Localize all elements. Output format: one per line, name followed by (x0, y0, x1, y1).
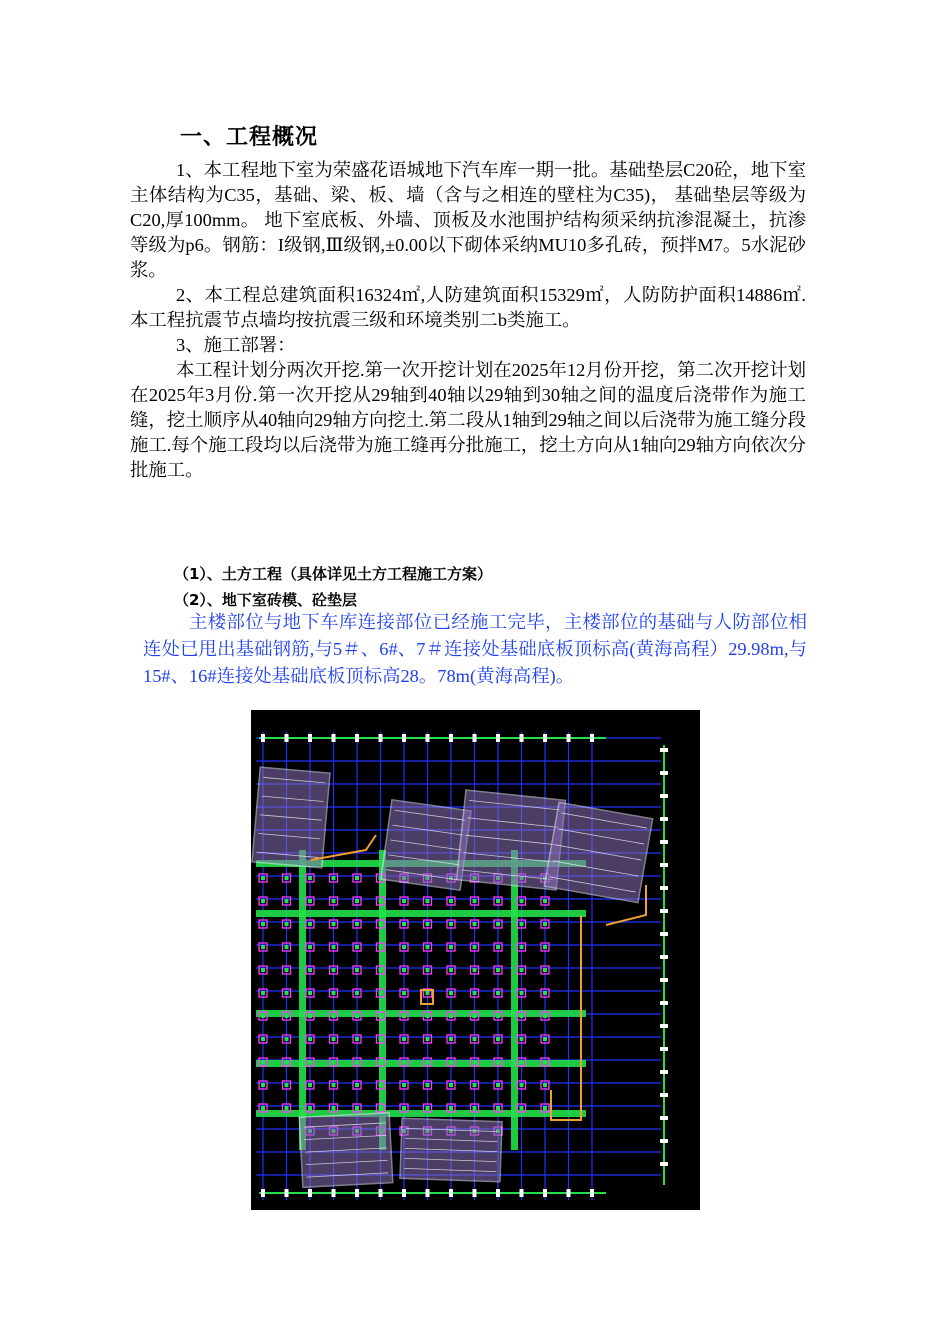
axis-tick (355, 1189, 359, 1197)
column-core (332, 1060, 336, 1064)
column-core (308, 945, 312, 949)
column-core (332, 1037, 336, 1041)
axis-tick (660, 1139, 668, 1143)
column-core (496, 1106, 500, 1110)
column-core (473, 1106, 477, 1110)
column-core (473, 899, 477, 903)
column-core (426, 1106, 430, 1110)
column-core (473, 945, 477, 949)
column-core (308, 1037, 312, 1041)
column-core (473, 922, 477, 926)
axis-tick (520, 1189, 524, 1197)
column-core (449, 922, 453, 926)
column-core (402, 1060, 406, 1064)
column-core (332, 899, 336, 903)
axis-tick (660, 794, 668, 798)
column-core (308, 899, 312, 903)
column-core (520, 1037, 524, 1041)
cad-drawing (251, 710, 700, 1210)
column-core (543, 991, 547, 995)
paragraph-2: 2、本工程总建筑面积16324㎡,人防建筑面积15329㎡，人防防护面积14886㎡.本工程抗震节点墙均按抗震三级和环境类别二b类施工。 (130, 285, 806, 330)
column-core (449, 1106, 453, 1110)
axis-tick (473, 1189, 477, 1197)
column-core (426, 1014, 430, 1018)
axis-tick (660, 909, 668, 913)
axis-tick (660, 1047, 668, 1051)
column-core (449, 1037, 453, 1041)
axis-tick (496, 734, 500, 742)
column-core (402, 1014, 406, 1018)
column-core (379, 1060, 383, 1064)
axis-tick (261, 1189, 265, 1197)
column-core (285, 899, 289, 903)
column-core (332, 991, 336, 995)
column-core (379, 1083, 383, 1087)
column-core (426, 1037, 430, 1041)
section-heading: 一、工程概况 (180, 125, 319, 150)
column-core (520, 945, 524, 949)
axis-tick (660, 886, 668, 890)
column-core (496, 1060, 500, 1064)
column-core (332, 1106, 336, 1110)
column-core (261, 945, 265, 949)
column-core (449, 945, 453, 949)
axis-tick (379, 734, 383, 742)
column-core (261, 1014, 265, 1018)
axis-tick (660, 771, 668, 775)
axis-tick (308, 734, 312, 742)
column-core (261, 876, 265, 880)
column-core (543, 1060, 547, 1064)
axis-tick (308, 1189, 312, 1197)
column-core (402, 968, 406, 972)
column-core (496, 1037, 500, 1041)
axis-tick (543, 1189, 547, 1197)
column-core (426, 945, 430, 949)
column-core (355, 876, 359, 880)
column-core (285, 1014, 289, 1018)
column-core (543, 1014, 547, 1018)
column-core (473, 991, 477, 995)
column-core (473, 1014, 477, 1018)
column-core (285, 1106, 289, 1110)
blue-paragraph-block (143, 609, 807, 690)
column-core (496, 899, 500, 903)
column-core (473, 968, 477, 972)
column-core (426, 922, 430, 926)
body-text (130, 158, 806, 483)
beam-v (299, 850, 306, 1150)
column-core (308, 991, 312, 995)
column-core (355, 1014, 359, 1018)
column-core (426, 1060, 430, 1064)
paragraph-4: 本工程计划分两次开挖.第一次开挖计划在2025年12月份开挖，第二次开挖计划在2025年3月份.第一次开挖从29轴到40轴以29轴到30轴之间的温度后浇带作为施工缝，挖土顺序从40轴向29轴方向挖土.第二段从1轴到29轴之间以后浇带为施工缝分段施工.每个施工段均以后浇带为施工缝再分批施工，挖土方向从1轴向29轴方向依次分批施工。 (130, 360, 806, 480)
column-core (426, 991, 430, 995)
subheading-earthwork: （1）、土方工程（具体详见土方工程施工方案） (174, 565, 492, 583)
axis-tick (449, 734, 453, 742)
column-core (520, 991, 524, 995)
column-core (496, 968, 500, 972)
axis-tick (660, 748, 668, 752)
paragraph-1: 1、本工程地下室为荣盛花语城地下汽车库一期一批。基础垫层C20砼，地下室主体结构为C35，基础、梁、板、墙（含与之相连的壁柱为C35)， 基础垫层等级为C20,厚100mm。 地下室底板、外墙、顶板及水池围护结构须采纳抗渗混凝土，抗渗等级为p6。钢筋：I级钢,Ⅲ级钢,±0.00以下砌体采纳MU10多孔砖，预拌M7。5水泥砂浆。 (130, 160, 806, 280)
axis-tick (520, 734, 524, 742)
column-core (379, 1106, 383, 1110)
column-core (355, 1106, 359, 1110)
axis-tick (660, 932, 668, 936)
column-core (332, 968, 336, 972)
axis-tick (660, 817, 668, 821)
axis-tick (660, 955, 668, 959)
column-core (520, 1083, 524, 1087)
axis-tick (660, 1162, 668, 1166)
column-core (308, 968, 312, 972)
column-core (496, 1014, 500, 1018)
axis-tick (332, 1189, 336, 1197)
column-core (261, 968, 265, 972)
axis-tick (660, 840, 668, 844)
column-core (332, 922, 336, 926)
column-core (261, 1060, 265, 1064)
column-core (473, 1060, 477, 1064)
axis-tick (261, 734, 265, 742)
column-core (520, 968, 524, 972)
column-core (543, 1083, 547, 1087)
axis-tick (355, 734, 359, 742)
axis-tick (660, 978, 668, 982)
column-core (285, 991, 289, 995)
axis-tick (426, 734, 430, 742)
axis-tick (426, 1189, 430, 1197)
axis-tick (660, 1070, 668, 1074)
column-core (379, 968, 383, 972)
column-core (261, 922, 265, 926)
axis-tick (543, 734, 547, 742)
axis-tick (660, 863, 668, 867)
axis-tick (449, 1189, 453, 1197)
column-core (496, 945, 500, 949)
column-core (355, 991, 359, 995)
column-core (473, 1037, 477, 1041)
column-core (332, 1083, 336, 1087)
column-core (520, 1060, 524, 1064)
column-core (261, 1083, 265, 1087)
column-core (355, 899, 359, 903)
column-core (402, 991, 406, 995)
column-core (543, 899, 547, 903)
axis-tick (332, 734, 336, 742)
axis-tick (590, 1189, 594, 1197)
cad-floor-plan (251, 710, 700, 1210)
column-core (355, 968, 359, 972)
column-core (379, 991, 383, 995)
column-core (332, 876, 336, 880)
column-core (449, 991, 453, 995)
column-core (261, 991, 265, 995)
axis-tick (402, 734, 406, 742)
column-core (285, 945, 289, 949)
column-core (308, 922, 312, 926)
column-core (285, 876, 289, 880)
axis-tick (473, 734, 477, 742)
column-core (426, 1083, 430, 1087)
axis-tick (496, 1189, 500, 1197)
column-core (308, 1083, 312, 1087)
axis-tick (285, 1189, 289, 1197)
orange-boundary (551, 915, 581, 1120)
column-core (543, 922, 547, 926)
column-core (355, 922, 359, 926)
column-core (355, 1060, 359, 1064)
column-core (473, 1083, 477, 1087)
axis-tick (379, 1189, 383, 1197)
column-core (402, 1037, 406, 1041)
column-core (520, 899, 524, 903)
column-core (496, 922, 500, 926)
column-core (285, 1037, 289, 1041)
column-core (379, 1037, 383, 1041)
column-core (379, 922, 383, 926)
column-core (543, 968, 547, 972)
subheading-brick-mold: （2）、地下室砖模、砼垫层 (174, 591, 357, 609)
column-core (520, 1014, 524, 1018)
column-core (285, 1060, 289, 1064)
column-core (496, 991, 500, 995)
column-core (261, 1037, 265, 1041)
column-core (285, 1083, 289, 1087)
column-core (379, 899, 383, 903)
column-core (308, 1014, 312, 1018)
column-core (520, 922, 524, 926)
column-core (426, 968, 430, 972)
axis-tick (660, 1093, 668, 1097)
column-core (543, 1037, 547, 1041)
column-core (449, 1060, 453, 1064)
column-core (355, 945, 359, 949)
column-core (285, 922, 289, 926)
column-core (543, 945, 547, 949)
axis-tick (567, 734, 571, 742)
column-core (402, 1083, 406, 1087)
column-core (261, 899, 265, 903)
column-core (402, 1106, 406, 1110)
column-core (355, 1037, 359, 1041)
column-core (261, 1106, 265, 1110)
column-core (355, 1083, 359, 1087)
column-core (308, 1060, 312, 1064)
column-core (426, 899, 430, 903)
column-core (379, 1014, 383, 1018)
column-core (520, 1106, 524, 1110)
axis-tick (590, 734, 594, 742)
column-core (332, 945, 336, 949)
column-core (402, 945, 406, 949)
blue-paragraph: 主楼部位与地下车库连接部位已经施工完毕，主楼部位的基础与人防部位相连处已甩出基础钢筋,与5＃、6#、7＃连接处基础底板顶标高(黄海高程）29.98m,与15#、16#连接处基础底板顶标高28。78m(黄海高程)。 (143, 612, 807, 686)
axis-tick (660, 1116, 668, 1120)
column-core (449, 899, 453, 903)
column-core (496, 1083, 500, 1087)
axis-tick (660, 1024, 668, 1028)
column-core (379, 945, 383, 949)
column-core (449, 1083, 453, 1087)
column-core (543, 1106, 547, 1110)
column-core (449, 1014, 453, 1018)
column-core (449, 968, 453, 972)
column-core (308, 1106, 312, 1110)
axis-tick (660, 1001, 668, 1005)
paragraph-3: 3、施工部署： (176, 335, 296, 355)
column-core (308, 876, 312, 880)
column-core (285, 968, 289, 972)
column-core (332, 1014, 336, 1018)
axis-tick (567, 1189, 571, 1197)
axis-tick (402, 1189, 406, 1197)
column-core (402, 922, 406, 926)
column-core (402, 899, 406, 903)
axis-tick (285, 734, 289, 742)
